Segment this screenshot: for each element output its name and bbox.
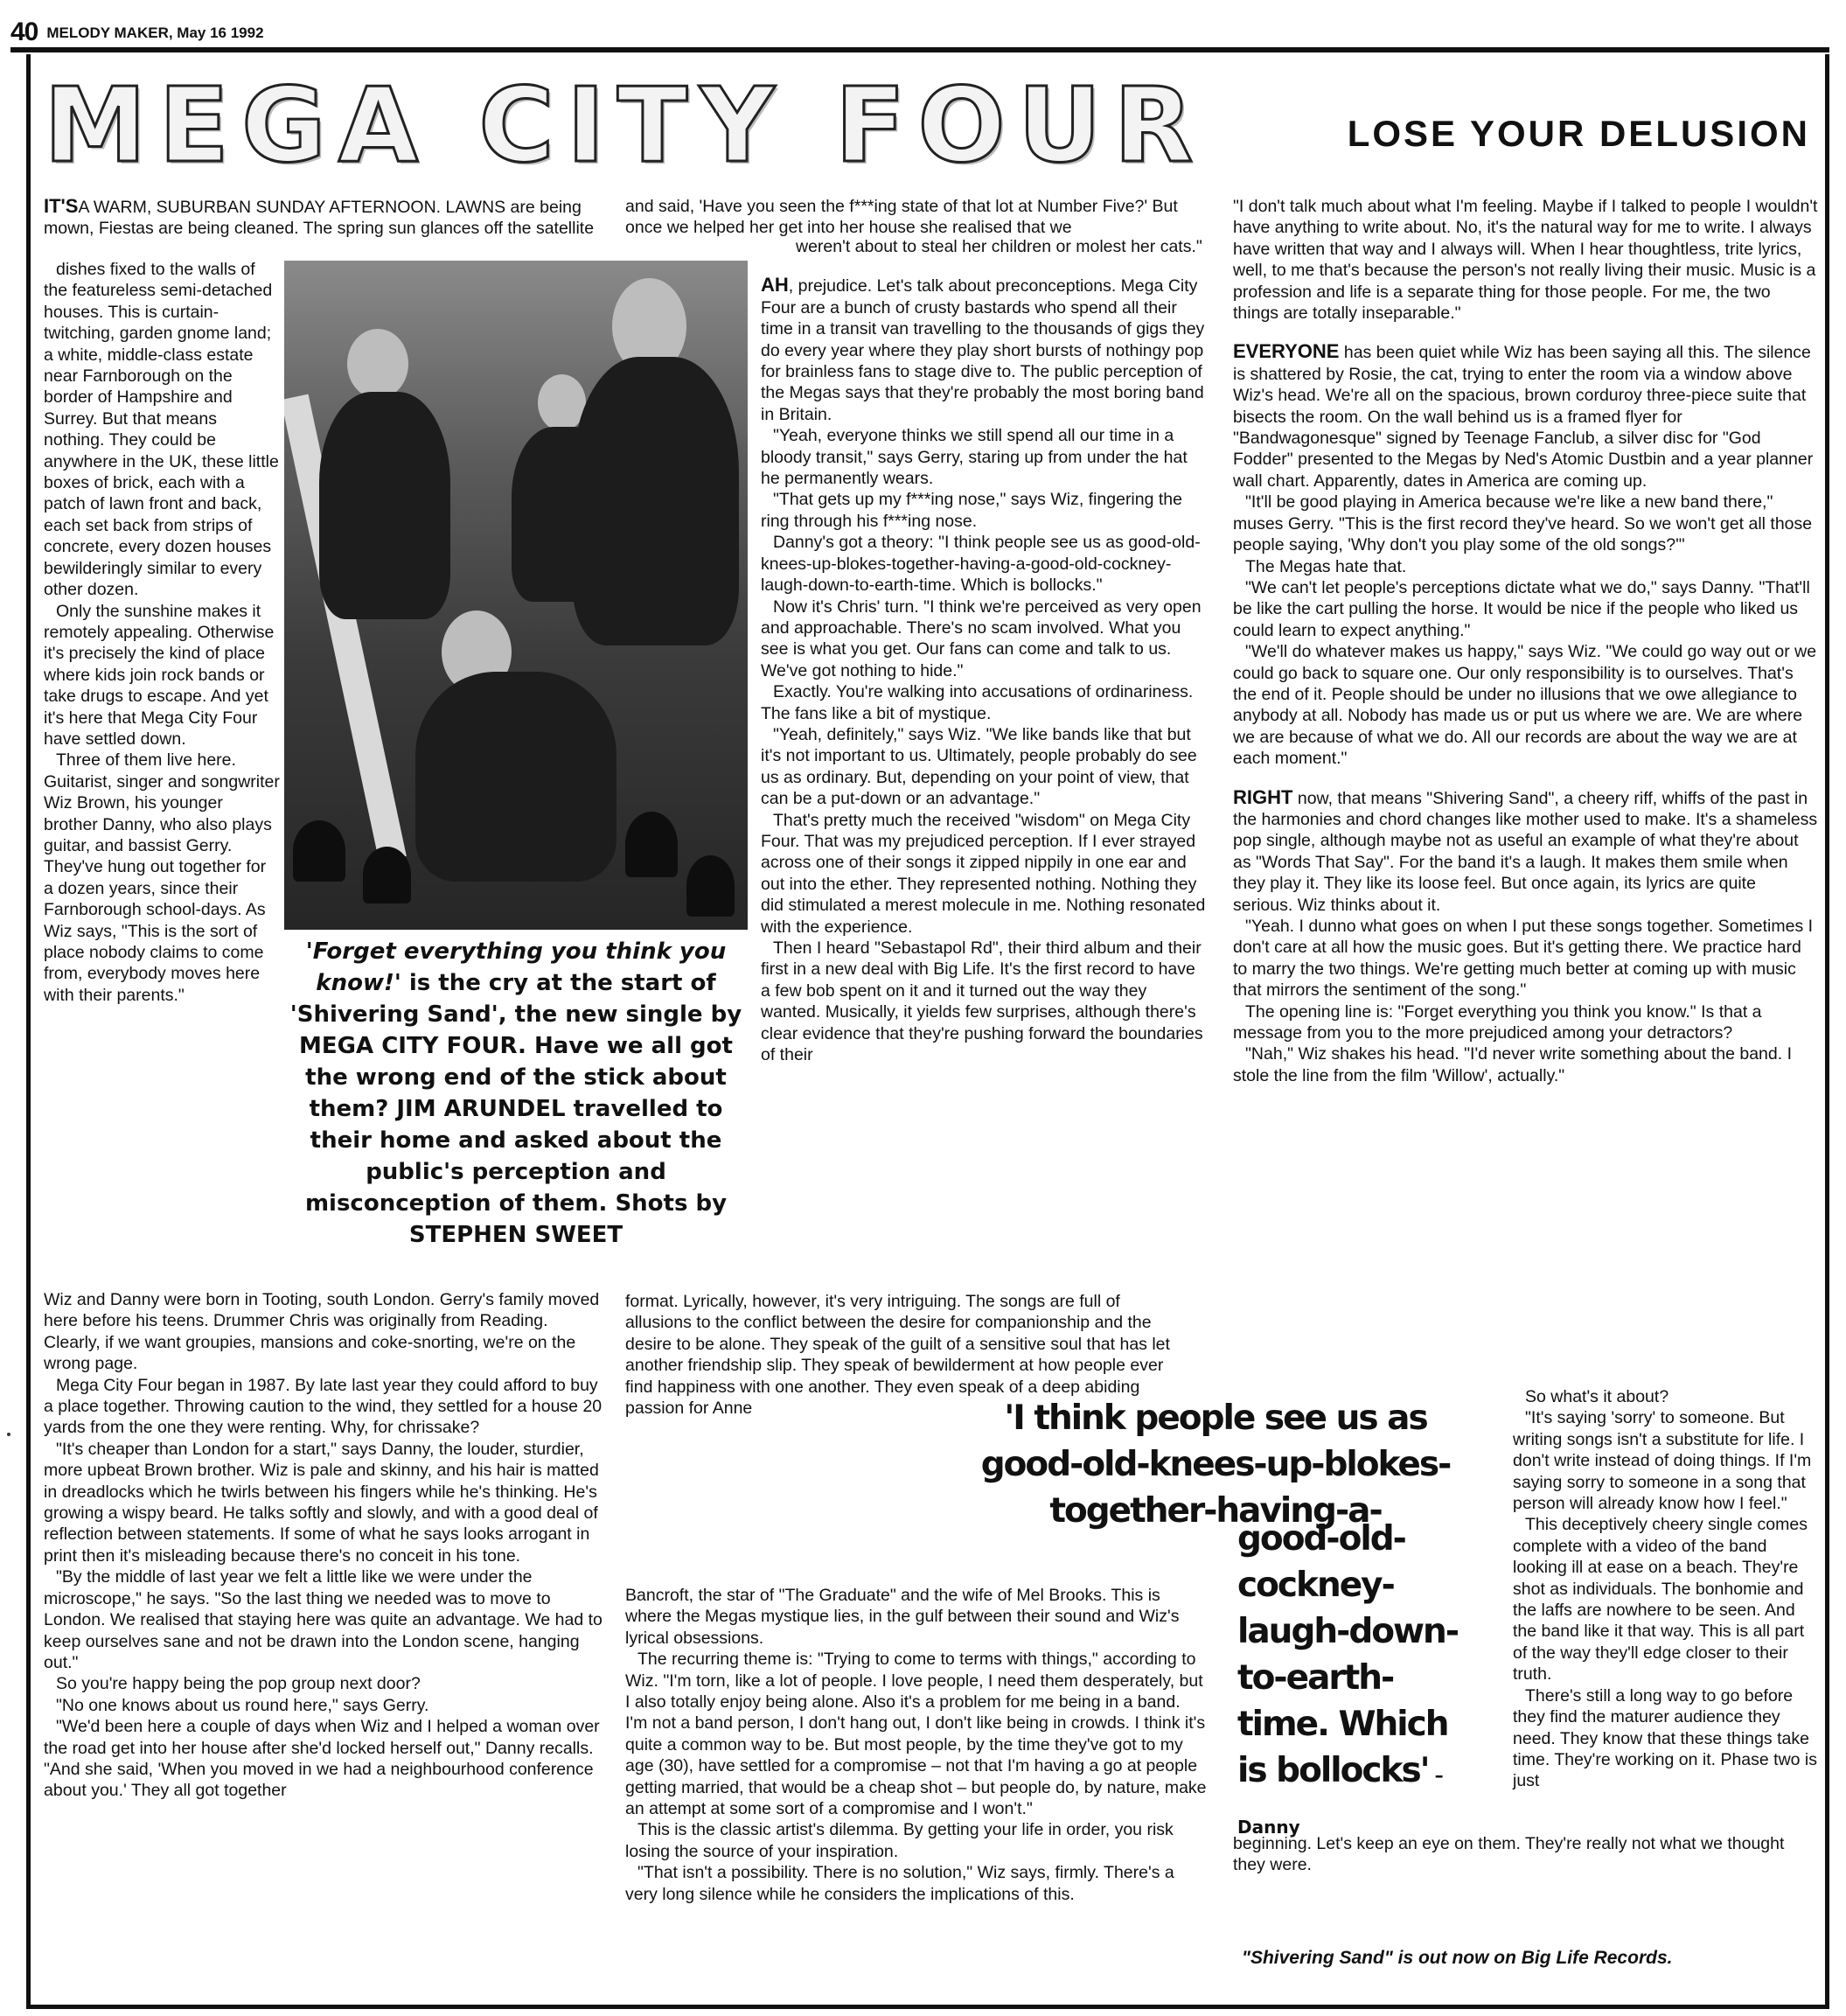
- photo-caption: [284, 936, 748, 1251]
- pull-quote: 'I think people see us as good-old-knees-up-blokes-together-having-a-: [980, 1399, 1451, 1531]
- pull-quote-credit: – Danny: [1237, 1765, 1444, 1838]
- paragraph-text: The recurring theme is: "Trying to come to terms with things," according to Wiz. "I'm torn, like a lot of people. I love people, I need them desperately, but I also totally enjoy being alone. Also it's a problem for me being in a band. I'm not a band person, I don't hang out, I don't like being in crowds. I think it's quite a common way to be. But most people, by the time they've got to my age (30), have settled for a compromise – not that I'm having a go at people getting married, that would be a cheap shot – but people do, by nature, make an attempt at some sort of a compromise and I won't.": [625, 1650, 1207, 1819]
- caption-quote: 'Forget everything you think you know!': [305, 938, 727, 996]
- paragraph-text: Bancroft, the star of "The Graduate" and the wife of Mel Brooks. This is where the Megas mystique lies, in the gulf between their sound and Wiz's lyrical obsessions.: [625, 1586, 1180, 1648]
- paragraph-text: "Yeah, definitely," says Wiz. "We like bands like that but it's not important to us. Ultimately, people probably do see us as ordinary. But, depending on your point of view, that can be a put-down or an advantage.": [761, 724, 1197, 809]
- paragraph-text: Then I heard "Sebastapol Rd", their third album and their first in a new deal with Big Life. It's the first record to have a few bob spent on it and it turned out the way they wanted. Musically, it yields few surprises, although there's clear evidence that they're pushing forward the boundaries of their: [761, 938, 1203, 1065]
- paragraph: "It's saying 'sorry' to someone. But writing songs isn't a substitute for life. I don't write instead of doing things. If I'm saying sorry to someone in a song that person will already know how I feel.": [1513, 1408, 1812, 1514]
- column-1-wide: [44, 1289, 603, 1802]
- paragraph-text: "It'll be good playing in America because we're like a new band there," muses Gerry. "This is the first record they've heard. So we won't get all those people saying, 'Why don't you play some of the old songs?'": [1233, 492, 1813, 555]
- paragraph: [1233, 787, 1819, 916]
- column-3-bottom: [1233, 1833, 1819, 1876]
- column-2-bottom: [625, 1585, 1207, 1905]
- tulip: [363, 847, 411, 903]
- page-number: 40: [10, 17, 38, 46]
- paragraph: [761, 489, 1207, 532]
- photo-figure: [415, 672, 616, 882]
- paragraph: So you're happy being the pop group next door?: [56, 1674, 421, 1694]
- paragraph: So what's it about?: [1525, 1387, 1669, 1406]
- scan-speck: [7, 1433, 10, 1436]
- paragraph: format. Lyrically, however, it's very intriguing. The songs are full of allusions to the conflict between the desire for companionship and the desire to be alone. They speak of the guilt of a sensitive soul that has let another friendship slip. They speak of bewilderment at how people ever find happiness with one another. They even speak of a deep abiding passion for Anne: [625, 1292, 1170, 1419]
- paragraph-text: The opening line is: "Forget everything you think you know." Is that a message from you to the more prejudiced among your detractors?: [1233, 1001, 1762, 1043]
- column-1-narrow: [44, 259, 280, 1006]
- paragraph: dishes fixed to the walls of the featureless semi-detached houses. This is curtain-twitching, garden gnome land; a white, middle-class estate near Farnborough on the border of Hampshire and Surrey. But that means nothing. They could be anywhere in the UK, these little boxes of brick, each with a patch of lawn front and back, each set back from strips of concrete, every dozen houses bewilderingly similar to every other dozen.: [44, 260, 279, 600]
- paragraph: [1233, 492, 1819, 555]
- paragraph: [625, 1585, 1207, 1649]
- paragraph-text: Exactly. You're walking into accusations of ordinariness. The fans like a bit of mystique.: [761, 682, 1194, 723]
- paragraph-text: Danny's got a theory: "I think people see us as good-old-knees-up-blokes-together-having-a-good-old-cockney-laugh-down-to-earth-time. Which is bollocks.": [761, 533, 1201, 596]
- paragraph-text: "We can't let people's perceptions dictate what we do," says Danny. "That'll be like the cart pulling the horse. It would be nice if the people who liked us could learn to expect anything.": [1233, 577, 1810, 640]
- column-3-top: [1233, 196, 1819, 1086]
- tulip: [293, 820, 345, 882]
- section-lead: EVERYONE: [1233, 340, 1340, 363]
- header-rule: [10, 47, 1829, 52]
- article-subtitle: LOSE YOUR DELUSION: [1347, 113, 1810, 154]
- paragraph: [1233, 916, 1819, 1001]
- pull-quote-continued: [1237, 1516, 1482, 1851]
- paragraph: [761, 938, 1207, 1065]
- paragraph: "We'd been here a couple of days when Wiz and I helped a woman over the road get into her house after she'd locked herself out," Danny recalls. "And she said, 'When you moved in we had a neighbourhood conference about you.' They all got together: [44, 1717, 600, 1801]
- paragraph: [761, 275, 1207, 425]
- paragraph-text: "Yeah. I dunno what goes on when I put these songs together. Sometimes I don't care at all how the music goes. But it's getting there. We practice hard to marry the two things. We're getting much better at coming up with music that mirrors the sentiment of the song.": [1233, 917, 1814, 1001]
- page-header: [10, 17, 1829, 46]
- paragraph: Only the sunshine makes it remotely appealing. Otherwise it's precisely the kind of place where kids join rock bands or take drugs to escape. And yet it's here that Mega City Four have settled down.: [44, 601, 275, 749]
- intro-paragraph: [44, 196, 603, 240]
- paragraph: [1233, 556, 1819, 577]
- paragraph-text: Now it's Chris' turn. "I think we're perceived as very open and approachable. There's no scam involved. What you see is what you get. Our fans can come and talk to us. We've got nothing to hide.": [761, 596, 1202, 680]
- paragraph: and said, 'Have you seen the f***ing state of that lot at Number Five?' But once we helped her get into her house she realised that we: [625, 197, 1178, 238]
- band-photo: [284, 261, 748, 930]
- paragraph: [1233, 641, 1819, 769]
- paragraph-text: "That isn't a possibility. There is no solution," Wiz says, firmly. There's a very long silence while he considers the implications of this.: [625, 1863, 1174, 1904]
- paragraph-text: That's pretty much the received "wisdom" on Mega City Four. That was my prejudiced perception. If I ever strayed across one of their songs it zipped nippily in one ear and out into the ether. They represented nothing. Nothing they did stimulated a merest molecule in me. Nothing resonated with the experience.: [761, 810, 1206, 937]
- paragraph: [625, 1819, 1207, 1862]
- paragraph: [761, 425, 1207, 489]
- paragraph: [1233, 341, 1819, 492]
- photo-figure: [573, 357, 739, 645]
- paragraph-text: "That gets up my f***ing nose," says Wiz, fingering the ring through his f***ing nose.: [761, 490, 1182, 531]
- paragraph: [761, 681, 1207, 724]
- paragraph-text: "I don't talk much about what I'm feeling. Maybe if I talked to people I wouldn't have anything to write about. No, it's the natural way for me to write. I always have written that way and I always will. When I hear thoughtless, trite lyrics, well, to me that's because the person's not really living their music. Music is a profession and life is a separate thing for those people. For me, the two things are totally inseparable.": [1233, 197, 1818, 324]
- photo-figure: [319, 392, 450, 619]
- intro-lead-text: A WARM, SUBURBAN SUNDAY AFTERNOON. LAWNS are being mown, Fiestas are being cleaned. The spring sun glances off the satellite: [44, 198, 595, 239]
- paragraph: Wiz and Danny were born in Tooting, south London. Gerry's family moved here before his teens. Drummer Chris was originally from Reading. Clearly, if we want groupies, mansions and coke-snorting, we're on the wrong page.: [44, 1290, 600, 1374]
- release-note: "Shivering Sand" is out now on Big Life Records.: [1242, 1948, 1673, 1968]
- paragraph-text: The Megas hate that.: [1245, 556, 1407, 576]
- paragraph: beginning. Let's keep an eye on them. They're really not what we thought they were.: [1233, 1834, 1785, 1875]
- band-name-title: MEGA CITY FOUR: [44, 65, 1206, 185]
- caption-text: is the cry at the start of 'Shivering Sand', the new single by MEGA CITY FOUR. Have we all got the wrong end of the stick about them? JIM ARUNDEL travelled to their home and asked about the public's perception and misconception of them. Shots by STEPHEN SWEET: [289, 970, 742, 1248]
- paragraph: [1233, 196, 1819, 324]
- column-2-body: [761, 275, 1207, 1065]
- column-2-mid: [761, 236, 1207, 1065]
- paragraph: [1233, 1001, 1819, 1044]
- paragraph: Mega City Four began in 1987. By late last year they could afford to buy a place together. Throwing caution to the wind, they settled for a house 20 yards from the one they were renting. Why, for chrissake?: [44, 1375, 603, 1438]
- section-lead: RIGHT: [1233, 785, 1293, 808]
- drop-lead: IT'S: [44, 195, 79, 217]
- paragraph: [625, 1649, 1207, 1819]
- column-3-narrow: [1513, 1386, 1819, 1792]
- paragraph: [1233, 577, 1819, 641]
- paragraph: "It's cheaper than London for a start," says Danny, the louder, sturdier, more upbeat Brown brother. Wiz is pale and skinny, and his hair is matted in dreadlocks which he twirls between his fingers while he's thinking. He's growing a wispy beard. He talks softly and slowly, and with a good deal of reflection between statements. If some of what he says looks arrogant in print then it's misleading because there's no conceit in his tone.: [44, 1439, 599, 1566]
- paragraph: There's still a long way to go before they find the maturer audience they need. They know that these things take time. They're working on it. Phase two is just: [1513, 1685, 1818, 1791]
- section-lead: AH: [761, 274, 789, 296]
- column-2-top: [625, 196, 1207, 239]
- tulip: [625, 812, 678, 877]
- paragraph-text: "Nah," Wiz shakes his head. "I'd never write something about the band. I stole the line from the film 'Willow', actually.": [1233, 1044, 1792, 1085]
- paragraph-text: has been quiet while Wiz has been saying all this. The silence is shattered by Rosie, the cat, trying to enter the room via a window above Wiz's head. We're all on the spacious, brown corduroy three-piece suite that bisects the room. On the wall behind us is a framed flyer for "Bandwagonesque" signed by Teenage Fanclub, a silver disc for "God Fodder" presented to the Megas by Ned's Atomic Dustbin and a year planner wall chart. Apparently, dates in America are coming up.: [1233, 343, 1814, 491]
- paragraph: weren't about to steal her children or molest her cats.": [796, 237, 1202, 256]
- photo-figure-head: [347, 329, 408, 399]
- paragraph-text: "Yeah, everyone thinks we still spend all our time in a bloody transit," says Gerry, staring up from under the hat he permanently wears.: [761, 426, 1188, 489]
- paragraph-text: now, that means "Shivering Sand", a cheery riff, whiffs of the past in the harmonies and chord changes like mother used to make. It's a shameless pop single, although maybe not as useful an example of what they're about as "Words That Say". For the band it's a laugh. It makes them smile when they play it. They like its loose feel. But once again, its lyrics are quite serious. Wiz thinks about it.: [1233, 788, 1818, 915]
- paragraph: This deceptively cheery single comes complete with a video of the band looking ill at ease on a beach. They're shot as individuals. The bonhomie and the laffs are nowhere to be seen. And the band like it that way. This is all part of the way they'll edge closer to their truth.: [1513, 1515, 1808, 1685]
- paragraph: [761, 810, 1207, 938]
- paragraph-text: This is the classic artist's dilemma. By getting your life in order, you risk losing the source of your inspiration.: [625, 1820, 1174, 1861]
- paragraph: [761, 724, 1207, 810]
- paragraph-text: , prejudice. Let's talk about preconceptions. Mega City Four are a bunch of crusty bastards who spend all their time in a transit van travelling to the thousands of gigs they do every year where they play short bursts of nothingy pop for brainless fans to stage dive to. The public perception of the Megas says that they're probably the most boring band in Britain.: [761, 276, 1205, 424]
- issue-info: MELODY MAKER, May 16 1992: [46, 24, 264, 41]
- paragraph: "No one knows about us round here," says Gerry.: [56, 1695, 429, 1715]
- paragraph: [1233, 1043, 1819, 1086]
- paragraph: [761, 532, 1207, 596]
- paragraph: [761, 596, 1207, 682]
- paragraph: "By the middle of last year we felt a little like we were under the microscope," he says. "So the last thing we needed was to move to London. We realised that staying here was quite an advantage. We had to keep ourselves sane and not be drawn into the London scene, hanging out.": [44, 1567, 603, 1672]
- paragraph: Three of them live here. Guitarist, singer and songwriter Wiz Brown, his younger brother Danny, who also plays guitar, and bassist Gerry. They've hung out together for a dozen years, since their Farnborough school-days. As Wiz says, "This is the sort of place nobody claims to come from, everybody moves here with their parents.": [44, 750, 280, 1005]
- pull-quote-rest: good-old-cockney-laugh-down-to-earth-time. Which is bollocks': [1237, 1519, 1459, 1790]
- paragraph-text: "We'll do whatever makes us happy," says Wiz. "We could go way out or we could go back to square one. Our only responsibility is to ourselves. That's the end of it. People should be under no illusions that we owe allegiance to anybody at all. Nobody has made us or put us where we are. We are where we are because of what we do. All our records are about the way we are at each moment.": [1233, 642, 1817, 769]
- paragraph: [625, 1862, 1207, 1905]
- headline: [44, 65, 1819, 185]
- tulip: [686, 855, 735, 917]
